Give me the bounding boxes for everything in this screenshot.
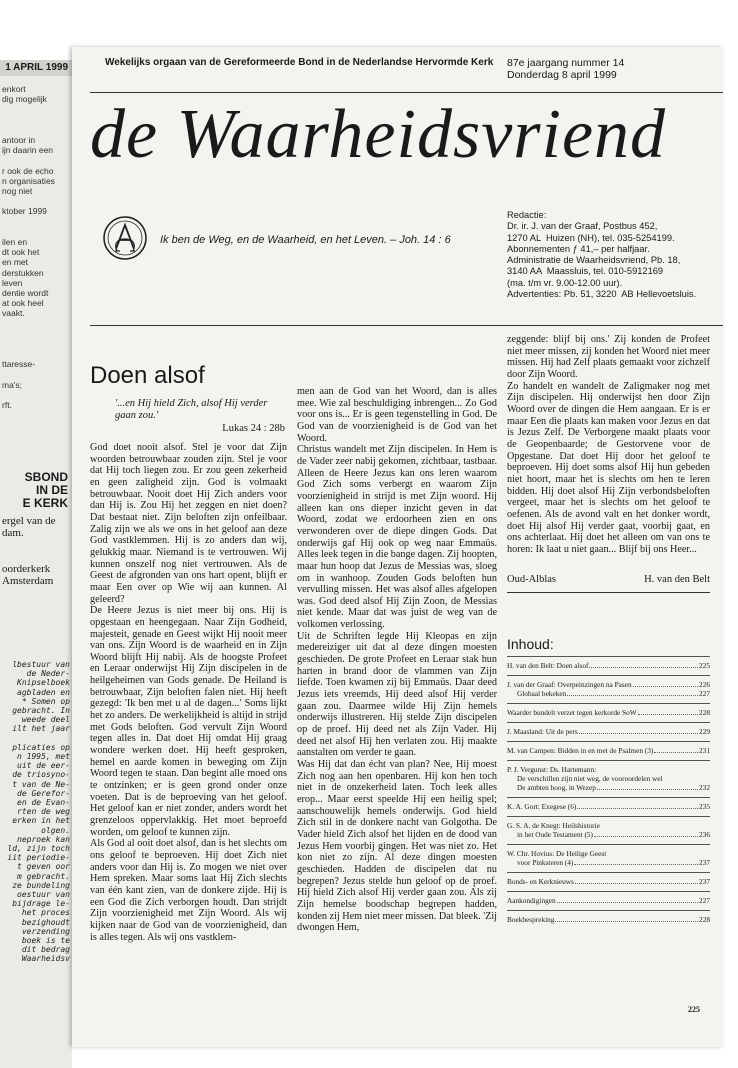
- toc-dot-leader: [589, 667, 698, 668]
- toc-title: Inhoud:: [507, 636, 554, 652]
- underlying-page-date: 1 APRIL 1999: [0, 60, 72, 76]
- underlying-page: [0, 60, 72, 1068]
- issue-date: Donderdag 8 april 1999: [507, 69, 617, 81]
- masthead-rule: [90, 325, 723, 326]
- toc-entry-line: [507, 830, 710, 839]
- toc-dot-leader: [567, 695, 698, 696]
- toc-entry-page: 236: [699, 830, 710, 839]
- toc-dot-leader: [575, 883, 698, 884]
- toc-entry-line: [507, 765, 710, 774]
- article-signature: [507, 574, 710, 585]
- toc-entry-title: De verschillen zijn niet weg, de vooroordelen wel: [517, 774, 663, 783]
- article-column-3: [507, 334, 710, 555]
- toc-entry: [507, 872, 710, 891]
- toc-entry-title: J. van der Graaf: Overpeinzingen na Pasen: [507, 680, 632, 689]
- toc-entry-line: [507, 877, 710, 886]
- article-column-1: [90, 442, 287, 943]
- article-paragraph: zeggende: blijf bij ons.' Zij konden de Profeet niet meer missen, zij konden het Woord niet meer missen. Hij had Zelf plaats gemaakt voor zichzelf door Zijn Woord.: [507, 334, 710, 380]
- toc-entry: [507, 891, 710, 910]
- underlying-text-line: gebracht. In: [12, 706, 70, 715]
- underlying-text-line: ijn daarin een: [2, 145, 54, 156]
- underlying-text-line: dentie wordt: [2, 288, 49, 298]
- underlying-text-line: dit bedrag: [21, 945, 70, 955]
- underlying-text-line: dig mogelijk: [2, 94, 47, 105]
- toc-entry-title: Boekbespreking: [507, 915, 555, 924]
- toc-dot-leader: [577, 808, 698, 809]
- toc-dot-leader: [579, 733, 698, 734]
- article-paragraph: Als God al ooit doet alsof, dan is het slechts om ons geloof te beproeven. Hij doet Zich niet anders voor dan Hij is. Zo mogen we niet over Hem spreken. Maar soms laat Hij Zich slechts van één kant zien, van de donkere zijde. Hij is een God die Zich verborgen houdt. Dan strijdt Zijn voorzienigheid met Zijn Woord. Als wij kijken naar de God van de voorzienigheid, dan is alles tegen. Als wij ons vastklem-: [90, 838, 287, 943]
- toc-entry-page: 228: [699, 915, 710, 924]
- toc-entry-line: [507, 727, 710, 736]
- table-of-contents: [507, 656, 710, 929]
- article-paragraph: God doet nooit alsof. Stel je voor dat Zijn woorden betrouwbaar zouden zijn. Stel je voor dat Hij toch liegen zou. Er zou geen zekerheid en geen zaligheid zijn. God is volmaakt betrouwbaar. Nooit doet Hij Zich anders voor dan Hij is. Zou Hij het zeggen en niet doen? Dat bestaat niet. Zijn beloften zijn onfeilbaar. Zalig zijn we als we ons in het geloof aan deze God vastklemmen. Hij is zo anders dan wij, gelukkig maar. Niemand is te vertrouwen. Wij kunnen onszelf nog niet vertrouwen. Als de Geest de afgronden van ons hart opent, blijft er maar Een over op Wie wij aan kunnen. Al geleerd?: [90, 442, 287, 605]
- toc-entry-title: G. S. A. de Knegt: Heilshistorie: [507, 821, 600, 830]
- toc-dot-leader: [594, 836, 698, 837]
- toc-entry: [507, 910, 710, 929]
- toc-entry-title: Bonds- en Kerknieuws: [507, 877, 574, 886]
- toc-entry-title: Globaal bekeken: [517, 689, 567, 698]
- toc-entry-page: 235: [699, 802, 710, 811]
- underlying-text-line: olgen.: [41, 825, 70, 835]
- article-paragraph: Christus wandelt met Zijn discipelen. In Hem is de Vader zeer nabij gekomen, zichtbaar, tastbaar. Alleen de Heere Jezus kan ons leren waarom God Zich soms verbergt en waarom Zijn voorzienigheid in strijd is met Zijn woord. Hij alleen kan ons dieper inzicht geven in dat Woord, zodat we erdoorheen zien en ons verwonderen over de diepe dingen Gods. Dat onderwijs gaf Hij ook op weg naar Emmaüs. Alles leek tegen in die bange dagen. Zij hoopten, maar hun hoop dat Jezus de Messias was, sloeg om in wanhoop. Zouden Gods beloften hun vervulling missen. Het was alsof alles afgelopen was. God deed alsof Hij Zijn Zoon, de Messias niet kende. Maar dat was juist de weg van de volkomen verlossing.: [297, 444, 497, 631]
- underlying-text-line: * Somen op: [21, 696, 70, 706]
- underlying-text-line: leven: [2, 277, 23, 288]
- page-number: 225: [688, 1005, 700, 1014]
- toc-entry-page: 237: [699, 877, 710, 886]
- toc-entry-line: [507, 689, 710, 698]
- toc-entry-title: voor Pinksteren (4): [517, 858, 574, 867]
- toc-entry: [507, 844, 710, 872]
- toc-entry-title: P. J. Vergunst: Ds. Hartemann:: [507, 765, 597, 774]
- underlying-text-line: neproek kan: [17, 834, 70, 844]
- header-tagline: Wekelijks orgaan van de Gereformeerde Bond in de Nederlandse Hervormde Kerk: [105, 57, 494, 68]
- toc-entry-page: 225: [699, 661, 710, 670]
- toc-entry-line: [507, 783, 710, 792]
- toc-entry-title: H. van den Belt: Doen alsof: [507, 661, 589, 670]
- underlying-text-line: ilen en: [2, 237, 28, 247]
- toc-entry: [507, 797, 710, 816]
- signature-author: H. van den Belt: [644, 574, 710, 585]
- toc-entry-line: [507, 858, 710, 867]
- toc-entry: [507, 656, 710, 675]
- toc-entry-line: [507, 849, 710, 858]
- underlying-text-line: m gebracht.: [17, 871, 70, 881]
- toc-entry-line: [507, 746, 710, 755]
- underlying-text-line: en de Evan-: [17, 798, 70, 807]
- underlying-text-line: enkort: [2, 84, 26, 94]
- underlying-text-line: ktober 1999: [2, 206, 47, 217]
- toc-entry-title: De ambten hoog, in Wezep: [517, 783, 596, 792]
- underlying-text-line: IN DE: [35, 483, 68, 497]
- header-rule: [90, 92, 723, 93]
- toc-entry-title: W. Chr. Hovius: De Heilige Geest: [507, 849, 607, 858]
- toc-dot-leader: [557, 902, 698, 903]
- underlying-text-line: nog niet: [2, 186, 33, 196]
- alpha-omega-logo-icon: [102, 215, 148, 261]
- toc-entry: [507, 816, 710, 844]
- underlying-text-line: oestuur van: [17, 890, 70, 899]
- underlying-text-line: SBOND: [24, 470, 68, 484]
- underlying-text-line: ergel van de: [2, 515, 56, 527]
- toc-entry-title: Waarder bundelt verzet tegen kerkorde SoW: [507, 708, 637, 717]
- toc-entry-page: 227: [699, 896, 710, 905]
- underlying-text-line: lbestuur van: [12, 660, 70, 669]
- underlying-text-line: at ook heel: [2, 298, 44, 309]
- underlying-text-line: Knipselboek: [17, 678, 70, 688]
- toc-entry-line: [507, 661, 710, 670]
- toc-entry: [507, 722, 710, 741]
- toc-entry: [507, 760, 710, 797]
- toc-entry-line: [507, 774, 710, 783]
- underlying-text-line: t van de Ne-: [12, 779, 70, 789]
- toc-entry: [507, 741, 710, 760]
- toc-entry: [507, 675, 710, 703]
- underlying-text-line: vaakt.: [2, 308, 25, 319]
- underlying-text-line: plicaties op: [12, 742, 70, 752]
- toc-entry-page: 228: [699, 708, 710, 717]
- toc-entry-page: 237: [699, 858, 710, 867]
- underlying-text-line: weede deel: [21, 715, 70, 725]
- underlying-text-line: r ook de echo: [2, 165, 54, 176]
- underlying-text-line: iit periodie-: [7, 853, 70, 863]
- motto: Ik ben de Weg, en de Waarheid, en het Leven. – Joh. 14 : 6: [160, 234, 451, 246]
- toc-entry-title: Aankondigingen: [507, 896, 556, 905]
- underlying-text-line: Waarheidsv: [21, 954, 70, 964]
- toc-entry-title: K. A. Gort: Exegese (6): [507, 802, 577, 811]
- underlying-text-line: erken in het: [12, 816, 70, 826]
- underlying-text-line: ld, zijn toch: [7, 844, 70, 853]
- toc-entry: [507, 703, 710, 722]
- article-column-2: [297, 386, 497, 934]
- underlying-text-line: de Neder-: [26, 669, 70, 679]
- underlying-text-line: agbladen en: [17, 687, 70, 697]
- toc-entry-title: M. van Campen: Bidden in en met de Psalmen (3): [507, 746, 654, 755]
- underlying-text-line: ze bundeling: [12, 880, 70, 890]
- underlying-text-line: dam.: [2, 527, 24, 539]
- toc-dot-leader: [654, 752, 698, 753]
- underlying-text-line: derstukken: [2, 267, 44, 278]
- underlying-text-line: n 1995, met: [17, 752, 70, 761]
- toc-entry-line: [507, 915, 710, 924]
- underlying-text-line: rft.: [2, 400, 12, 411]
- toc-entry-page: 226: [699, 680, 710, 689]
- underlying-text-line: Amsterdam: [2, 575, 54, 587]
- underlying-text-line: bezighoudt: [21, 917, 70, 927]
- toc-entry-line: [507, 708, 710, 717]
- redactie-block: Redactie: Dr. ir. J. van der Graaf, Postbus 452, 1270 AL Huizen (NH), tel. 035-5254199. Abonnementen ƒ 41,– per halfjaar. Administratie de Waarheidsvriend, Pb. 18, 3140 AA Maassluis, tel. 010-5912169 (ma. t/m vr. 9.00-12.00 uur). Advertenties: Pb. 51, 3220 AB Hellevoetsluis.: [507, 210, 697, 300]
- underlying-text-line: oorderkerk: [2, 563, 51, 575]
- underlying-text-line: dt ook het: [2, 247, 40, 258]
- underlying-text-line: de triosyno-: [12, 770, 70, 780]
- underlying-text-line: het proces: [21, 908, 70, 918]
- toc-dot-leader: [633, 686, 698, 687]
- underlying-text-line: ilt het jaar: [12, 724, 70, 734]
- article-paragraph: Uit de Schriften legde Hij Kleopas en zijn medereiziger uit dat al deze dingen moesten geschieden. De grote Profeet en Leraar stak hun harten in brand door de vlammen van Zijn liefde. Toen kwamen zij bij Emmaüs. Daar deed Jezus iets vreemds, Hij deed alsof Hij verder gaan zou. Daarmee wilde Hij Zijn hemels onderwijs illustreren. Hij stelde Zijn discipelen op de proef. Hij deed net als Zijn Vader. Hij deed net alsof Hij hen verlaten zou. Hij maakte aanstalten om verder te gaan.: [297, 630, 497, 759]
- toc-entry-line: [507, 680, 710, 689]
- underlying-text-line: boek is te: [21, 936, 70, 945]
- underlying-text-line: rten de weg: [17, 807, 70, 817]
- underlying-text-line: ma's;: [2, 379, 23, 390]
- underlying-text-line: t geven oor: [17, 862, 70, 872]
- underlying-text-line: bijdrage le-: [12, 899, 70, 909]
- article-paragraph: Was Hij dat dan écht van plan? Nee, Hij moest Zich nog aan hen openbaren. Hij kon hen toch niet in de onzekerheid laten. Toch leek alles erop... Maar eerst speelde Hij een heilig spel; aanschouwelijk hemels onderwijs. God hield Zich stil in de donkere nacht van Golgotha. De Vader hield Zich alsof het lijden en de dood van Jezus Hem voorbij gingen. Het was niet zo. Het kon niet zo zijn. Al deze dingen moesten geschieden. Hadden de discipelen dat nu begrepen? Jezus stelde hun geloof op de proef. Hij hield Zich alsof Hij verder gaan zou. Als zij Zijn hemelse boodschap begrepen hadden, konden zij Hem niet meer missen. Dat bleek. 'Zij dwongen Hem,: [297, 759, 497, 934]
- article-paragraph: men aan de God van het Woord, dan is alles mee. Wie zal beschuldiging inbrengen... Zo God voor ons is... Er is geen tegenstelling in God. De God van de voorzienigheid is de God van het Woord.: [297, 386, 497, 444]
- toc-entry-page: 229: [699, 727, 710, 736]
- toc-dot-leader: [555, 921, 698, 922]
- toc-entry-title: J. Maasland: Uit de pers: [507, 727, 578, 736]
- masthead-title: de Waarheidsvriend: [90, 96, 667, 173]
- underlying-text-line: antoor in: [2, 135, 36, 145]
- toc-entry-page: 232: [699, 783, 710, 792]
- issue-number: 87e jaargang nummer 14: [507, 57, 625, 69]
- toc-entry-title: in het Oude Testament (5): [517, 830, 593, 839]
- article-title: Doen alsof: [90, 362, 205, 389]
- article-quote-reference: Lukas 24 : 28b: [222, 423, 285, 434]
- underlying-text-line: uit de eer-: [17, 761, 70, 771]
- underlying-text-line: de Gerefor-: [17, 788, 70, 798]
- underlying-text-line: n organisaties: [2, 175, 55, 186]
- issue-info: [507, 57, 624, 81]
- toc-dot-leader: [638, 714, 698, 715]
- article-paragraph: Zo handelt en wandelt de Zaligmaker nog met Zijn discipelen. Hij onderwijst hen door Zijn Woord over de dingen die Hem aangaan. Er is er maar Een die plaats kan maken voor Jezus en dat is Jezus Zelf. De Verborgene maakt plaats voor de Geopenbaarde; de Gestorvene voor de Opgestane. Dat doet Hij door het geloof te beproeven. Hij doet soms alsof Hij hun gebeden niet hoort, maar het is slechts om hen te leren bidden. Hij doet alsof Hij Zijn verbondsbeloften vergeet, maar het is slechts om het geloof te oefenen. Als de avond valt en het donker wordt, doet Hij alsof Hij verder gaat, voorbij gaat, en ons achterlaat. Hij doet het alleen om van ons te horen: Ik laat u niet gaan... Blijf bij ons Heer...: [507, 380, 710, 555]
- toc-entry-page: 227: [699, 689, 710, 698]
- toc-entry-line: [507, 802, 710, 811]
- article-quote: '...en Hij hield Zich, alsof Hij verder gaan zou.': [115, 398, 268, 421]
- toc-entry-line: [507, 896, 710, 905]
- toc-entry-line: [507, 821, 710, 830]
- toc-dot-leader: [574, 864, 698, 865]
- underlying-text-line: en met: [2, 257, 28, 268]
- underlying-text-line: verzending: [21, 926, 70, 936]
- underlying-text-line: ttaresse-: [2, 359, 36, 370]
- signature-rule: [507, 592, 710, 593]
- toc-dot-leader: [597, 789, 698, 790]
- article-paragraph: De Heere Jezus is niet meer bij ons. Hij is opgestaan en heengegaan. Naar Zijn Godheid, majesteit, genade en Geest wijkt Hij nooit meer van ons. Zijn Woord is de waarheid en in Zijn Woord blijft Hij nabij. Als de hoogste Profeet en Leraar onderwijst Hij Zijn discipelen in de heilgeheimen van Gods genade. De Heiland is betrouwbaar, Zijn beloften falen niet. Hij heeft gezegd: 'Ik ben met u al de dagen...' Soms lijkt het zo anders. De werkelijkheid is altijd in strijd met Gods beloften. God vervult Zijn Woord tegen alles in. Dat doet Hij omdat Hij graag wondere werken doet. Hij heeft gesproken, hemel en aarde komen in beweging om Zijn Woord tegen te staan. Dan begint alle moed ons te ontzinken; er is geen grond onder onze voeten. Dat is de beproeving van het geloof. Het geloof kan er niet zonder, anders wordt het grenzeloos oppervlakkig. Het moet beproefd worden, om geloof te kunnen zijn.: [90, 605, 287, 838]
- toc-entry-page: 231: [699, 746, 710, 755]
- signature-place: Oud-Alblas: [507, 574, 556, 585]
- underlying-text-line: E KERK: [22, 496, 68, 510]
